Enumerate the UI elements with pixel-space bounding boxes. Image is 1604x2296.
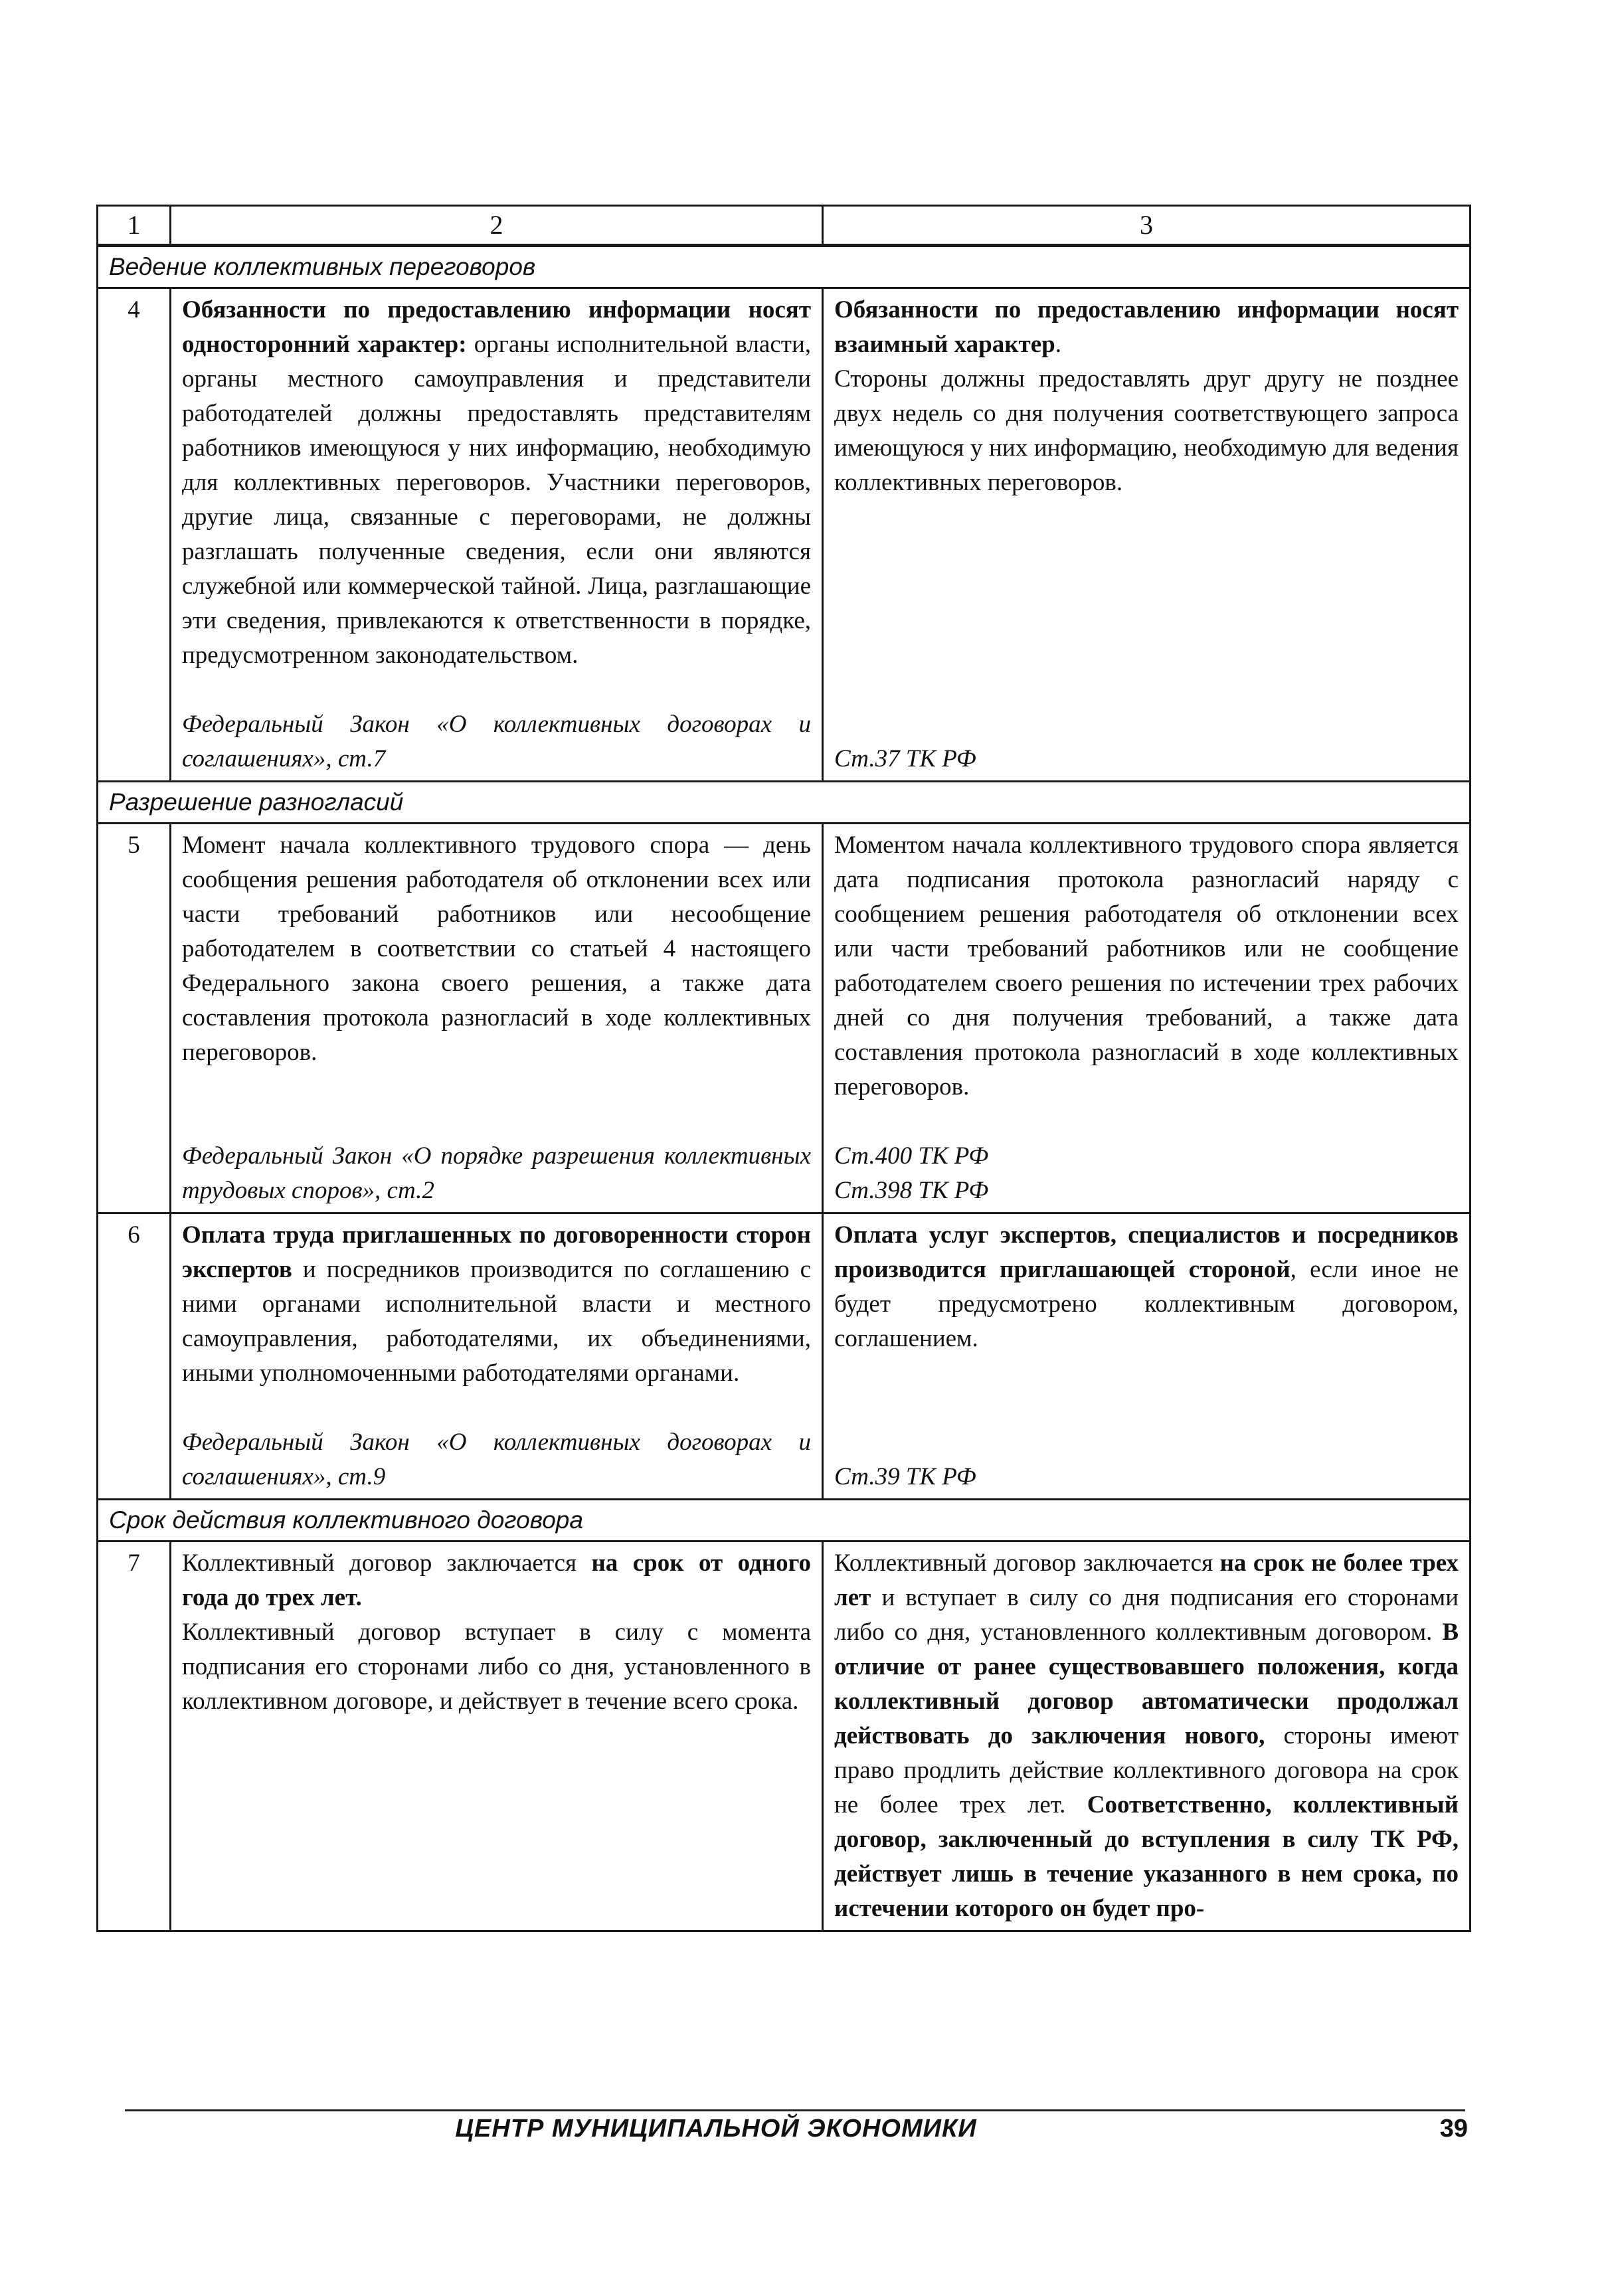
- new-provision-bold: Оплата услуг экспертов, специалистов и посредников производится приглашающей стороной: [834, 1221, 1459, 1283]
- old-provision-reference: Федеральный Закон «О коллективных договорах и соглашениях», ст.9: [182, 1429, 811, 1490]
- old-provision-bold: Обязанности по предоставлению информации носят односторонний характер:: [182, 296, 811, 358]
- new-provision-text: Моментом начала коллективного трудового спора является дата подписания протокола разногласий наряду с сообщением решения работодателя об отклонении всех или части требований работников или не сообщение работодателем своего решения по истечении трех рабочих дней со дня получения требований, а также дата составления протокола разногласий в ходе коллективных переговоров.: [834, 832, 1459, 1101]
- new-provision-reference: Ст.39 ТК РФ: [834, 1463, 976, 1490]
- footer-rule: [125, 2109, 1465, 2111]
- new-provision-bold: Соответственно, коллективный договор, заключенный до вступления в силу ТК РФ, действует лишь в течение указанного в нем срока, по истечении которого он будет про-: [834, 1791, 1459, 1922]
- new-provision-reference: Ст.398 ТК РФ: [834, 1177, 989, 1204]
- section-row: [98, 1500, 1470, 1542]
- new-provision-text: Коллективный договор заключается: [834, 1549, 1220, 1577]
- new-provision-text: и вступает в силу со дня подписания его сторонами либо со дня, установленного коллективным договором.: [834, 1584, 1459, 1646]
- row-number: 6: [98, 1213, 171, 1500]
- new-provision-cell: [823, 824, 1470, 1213]
- new-provision-cell: [823, 1213, 1470, 1500]
- new-provision-cell: [823, 288, 1470, 782]
- new-provision-bold: В отличие от ранее существовавшего положения, когда коллективный договор автоматически продолжал действовать до заключения нового,: [834, 1619, 1459, 1749]
- row-number: 4: [98, 288, 171, 782]
- section-title: Разрешение разногласий: [98, 782, 1470, 824]
- section-row: [98, 782, 1470, 824]
- old-provision-paragraph: Коллективный договор заключается на срок от одного года до трех лет.: [182, 1549, 811, 1611]
- table-header-row: [98, 206, 1470, 246]
- table-row: [98, 288, 1470, 782]
- page-number: 39: [1439, 2115, 1468, 2143]
- old-provision-cell: [171, 824, 823, 1213]
- new-provision-reference: Ст.400 ТК РФ: [834, 1142, 989, 1170]
- table-row: [98, 1542, 1470, 1931]
- old-provision-reference: Федеральный Закон «О коллективных договорах и соглашениях», ст.7: [182, 711, 811, 772]
- old-provision-bold: Оплата труда приглашенных по договоренности сторон экспертов: [182, 1221, 811, 1283]
- comparison-table: [96, 205, 1471, 1932]
- old-provision-reference: Федеральный Закон «О порядке разрешения коллективных трудовых споров», ст.2: [182, 1142, 811, 1204]
- header-col-2: 2: [171, 206, 823, 246]
- footer-title: ЦЕНТР МУНИЦИПАЛЬНОЙ ЭКОНОМИКИ: [455, 2115, 977, 2143]
- new-provision-heading: Обязанности по предоставлению информации носят взаимный характер.: [834, 296, 1459, 358]
- old-provision-text: Коллективный договор вступает в силу с момента подписания его сторонами либо со дня, установленного в коллективном договоре, и действует в течение всего срока.: [182, 1619, 811, 1715]
- old-provision-text: органы исполнительной власти, органы местного самоуправления и представители работодателей должны предоставлять представителям работников имеющуюся у них информацию, необходимую для коллективных переговоров. Участники переговоров, другие лица, связанные с переговорами, не должны разглашать полученные сведения, если они являются служебной или коммерческой тайной. Лица, разглашающие эти сведения, привлекаются к ответственности в порядке, предусмотренном законодательством.: [182, 331, 811, 669]
- old-provision-text: и посредников производится по соглашению с ними органами исполнительной власти и местного самоуправления, работодателями, их объединениями, иными уполномоченными работодателями органами.: [182, 1256, 811, 1387]
- row-number: 5: [98, 824, 171, 1213]
- header-col-1: 1: [98, 206, 171, 246]
- old-provision-text: Момент начала коллективного трудового спора — день сообщения решения работодателя об отклонении всех или части требований работников или несообщение работодателем в соответствии со статьей 4 настоящего Федерального закона своего решения, а также дата составления протокола разногласий в ходе коллективных переговоров.: [182, 832, 811, 1066]
- table-row: [98, 824, 1470, 1213]
- new-provision-cell: [823, 1542, 1470, 1931]
- new-provision-bold: на срок не более трех лет: [834, 1549, 1459, 1611]
- section-title: Срок действия коллективного договора: [98, 1500, 1470, 1542]
- new-provision-reference: Ст.37 ТК РФ: [834, 745, 976, 772]
- section-row: [98, 246, 1470, 288]
- row-number: 7: [98, 1542, 171, 1931]
- table-row: [98, 1213, 1470, 1500]
- section-title: Ведение коллективных переговоров: [98, 246, 1470, 288]
- header-col-3: 3: [823, 206, 1470, 246]
- new-provision-text: стороны имеют право продлить действие коллективного договора на срок не более трех лет.: [834, 1722, 1459, 1818]
- old-provision-cell: [171, 288, 823, 782]
- new-provision-text: , если иное не будет предусмотрено коллективным договором, соглашением.: [834, 1256, 1459, 1352]
- new-provision-text: Стороны должны предоставлять друг другу не позднее двух недель со дня получения соответствующего запроса имеющуюся у них информацию, необходимую для ведения коллективных переговоров.: [834, 365, 1459, 496]
- old-provision-cell: [171, 1213, 823, 1500]
- old-provision-cell: [171, 1542, 823, 1931]
